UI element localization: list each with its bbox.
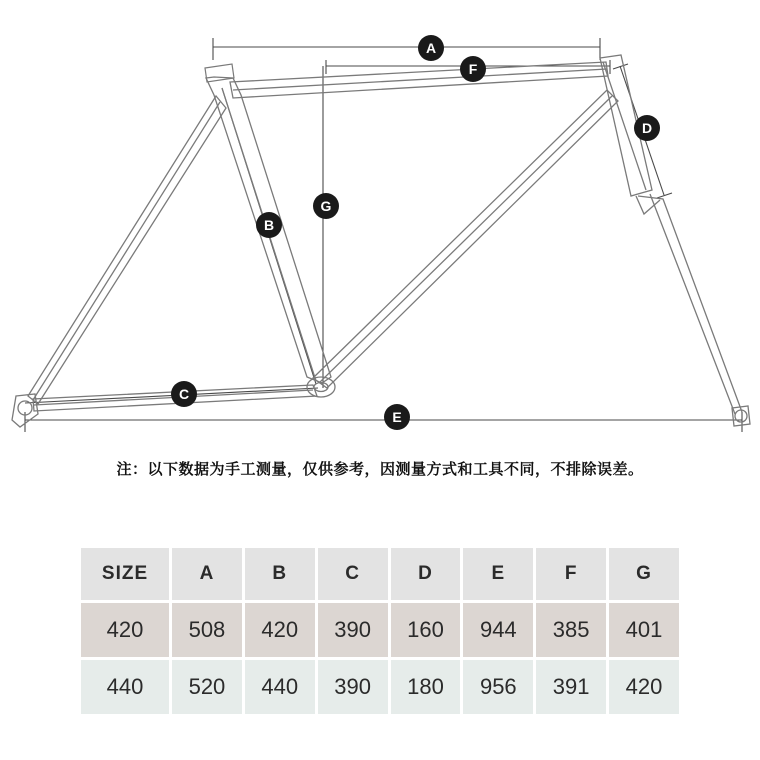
cell-d: 160 <box>389 602 462 659</box>
header-d: D <box>389 547 462 602</box>
cell-e: 956 <box>462 659 535 716</box>
cell-a: 508 <box>171 602 244 659</box>
cell-a: 520 <box>171 659 244 716</box>
marker-b: B <box>256 212 282 238</box>
geometry-spec-table <box>78 545 682 717</box>
seat-clamp <box>205 64 234 82</box>
header-g: G <box>608 547 681 602</box>
cell-size: 440 <box>80 659 171 716</box>
table-header-row <box>80 547 681 602</box>
cell-d: 180 <box>389 659 462 716</box>
table-row <box>80 659 681 716</box>
seat-stay <box>28 96 226 404</box>
cell-b: 440 <box>243 659 316 716</box>
marker-c: C <box>171 381 197 407</box>
measurement-note: 注：以下数据为手工测量，仅供参考，因测量方式和工具不同，不排除误差。 <box>116 461 644 478</box>
bottom-bracket <box>307 377 335 397</box>
cell-e: 944 <box>462 602 535 659</box>
cell-f: 391 <box>535 659 608 716</box>
cell-b: 420 <box>243 602 316 659</box>
marker-g: G <box>313 193 339 219</box>
dimension-line-a <box>213 38 600 60</box>
header-b: B <box>243 547 316 602</box>
header-f: F <box>535 547 608 602</box>
header-size: SIZE <box>80 547 171 602</box>
header-c: C <box>316 547 389 602</box>
cell-c: 390 <box>316 602 389 659</box>
table-row <box>80 602 681 659</box>
top-tube <box>230 62 608 98</box>
marker-e: E <box>384 404 410 430</box>
cell-g: 401 <box>608 602 681 659</box>
cell-size: 420 <box>80 602 171 659</box>
marker-d: D <box>634 115 660 141</box>
down-tube <box>313 90 618 388</box>
fork <box>636 194 742 414</box>
marker-a: A <box>418 35 444 61</box>
header-e: E <box>462 547 535 602</box>
header-a: A <box>171 547 244 602</box>
cell-f: 385 <box>535 602 608 659</box>
cell-c: 390 <box>316 659 389 716</box>
marker-f: F <box>460 56 486 82</box>
cell-g: 420 <box>608 659 681 716</box>
